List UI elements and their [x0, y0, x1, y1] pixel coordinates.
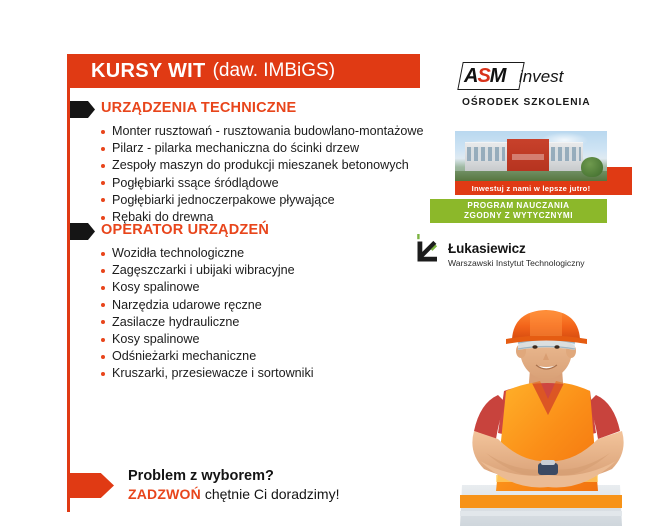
- section-heading-row: [67, 100, 424, 119]
- cta-call-word: ZADZWOŃ: [128, 486, 201, 502]
- call-to-action: [70, 468, 339, 503]
- call-to-action-text: [128, 468, 339, 503]
- list-item: Pilarz - pilarka mechaniczna do ścinki drzew: [100, 140, 424, 157]
- list-item: Zagęszczarki i ubijaki wibracyjne: [100, 262, 314, 279]
- lukasiewicz-logo: [413, 234, 585, 269]
- list-item: Monter rusztowań - rusztowania budowlano-montażowe: [100, 123, 424, 140]
- asm-letter-m: M: [489, 65, 506, 87]
- lukasiewicz-institute: Warszawski Instytut Technologiczny: [448, 258, 585, 268]
- arrow-marker-icon: [70, 101, 95, 118]
- list-item: Narzędzia udarowe ręczne: [100, 297, 314, 314]
- poster-title-strong: KURSY WIT: [91, 59, 206, 82]
- section-heading-label: OPERATOR URZĄDZEŃ: [101, 222, 270, 238]
- list-item: Zasilacze hydrauliczne: [100, 314, 314, 331]
- arrow-marker-icon: [70, 223, 95, 240]
- green-program-banner: [430, 199, 607, 223]
- section-bullet-list: [67, 123, 424, 226]
- red-strap-tail: [607, 167, 632, 195]
- section-heading-row: [67, 222, 314, 241]
- green-banner-line2: ZGODNY Z WYTYCZNYMI: [464, 211, 573, 220]
- lukasiewicz-mark-icon: [413, 234, 441, 264]
- list-item: Odśnieżarki mechaniczne: [100, 348, 314, 365]
- section-operator-urzadzen: [67, 222, 314, 383]
- asm-invest-logo: [460, 62, 600, 108]
- list-item: Kruszarki, przesiewacze i sortowniki: [100, 365, 314, 382]
- section-heading-label: URZĄDZENIA TECHNICZNE: [101, 100, 297, 116]
- building-promo: [455, 131, 607, 195]
- list-item: Pogłębiarki ssące śródlądowe: [100, 175, 424, 192]
- tree-icon: [581, 157, 603, 177]
- list-item: Kosy spalinowe: [100, 279, 314, 296]
- asm-letter-s: S: [477, 65, 490, 87]
- asm-logo-mark: [460, 62, 566, 90]
- asm-logo-letters: [464, 64, 505, 88]
- list-item: Zespoły maszyn do produkcji mieszanek betonowych: [100, 157, 424, 174]
- construction-worker-photo: [444, 303, 654, 526]
- asm-letter-a: A: [464, 65, 478, 87]
- building-strap-banner: [455, 181, 607, 195]
- list-item: Rębaki do drewna: [100, 209, 424, 226]
- green-banner-line1: PROGRAM NAUCZANIA: [467, 200, 570, 210]
- building-windows-right: [551, 147, 581, 161]
- lukasiewicz-name: Łukasiewicz: [448, 241, 526, 256]
- section-urzadzenia-techniczne: [67, 100, 424, 226]
- cta-rest-text: chętnie Ci doradzimy!: [200, 486, 340, 502]
- building-windows-left: [467, 147, 505, 161]
- asm-logo-word: invest: [519, 67, 564, 86]
- arrow-marker-icon: [70, 473, 114, 498]
- poster-title-bar: [67, 54, 420, 88]
- lukasiewicz-text: [448, 234, 585, 269]
- building-strap-label: Inwestuj z nami w lepsze jutro!: [471, 183, 591, 193]
- cta-answer: [128, 485, 339, 503]
- asm-logo-subtitle: OŚRODEK SZKOLENIA: [462, 97, 591, 108]
- cta-question: Problem z wyborem?: [128, 468, 274, 484]
- list-item: Wozidła technologiczne: [100, 245, 314, 262]
- list-item: Pogłębiarki jednoczerpakowe pływające: [100, 192, 424, 209]
- building-photo: [455, 131, 607, 181]
- list-item: Kosy spalinowe: [100, 331, 314, 348]
- building-red-facade: [507, 139, 549, 173]
- section-bullet-list: [67, 245, 314, 383]
- poster-title-light: (daw. IMBiGS): [212, 60, 336, 81]
